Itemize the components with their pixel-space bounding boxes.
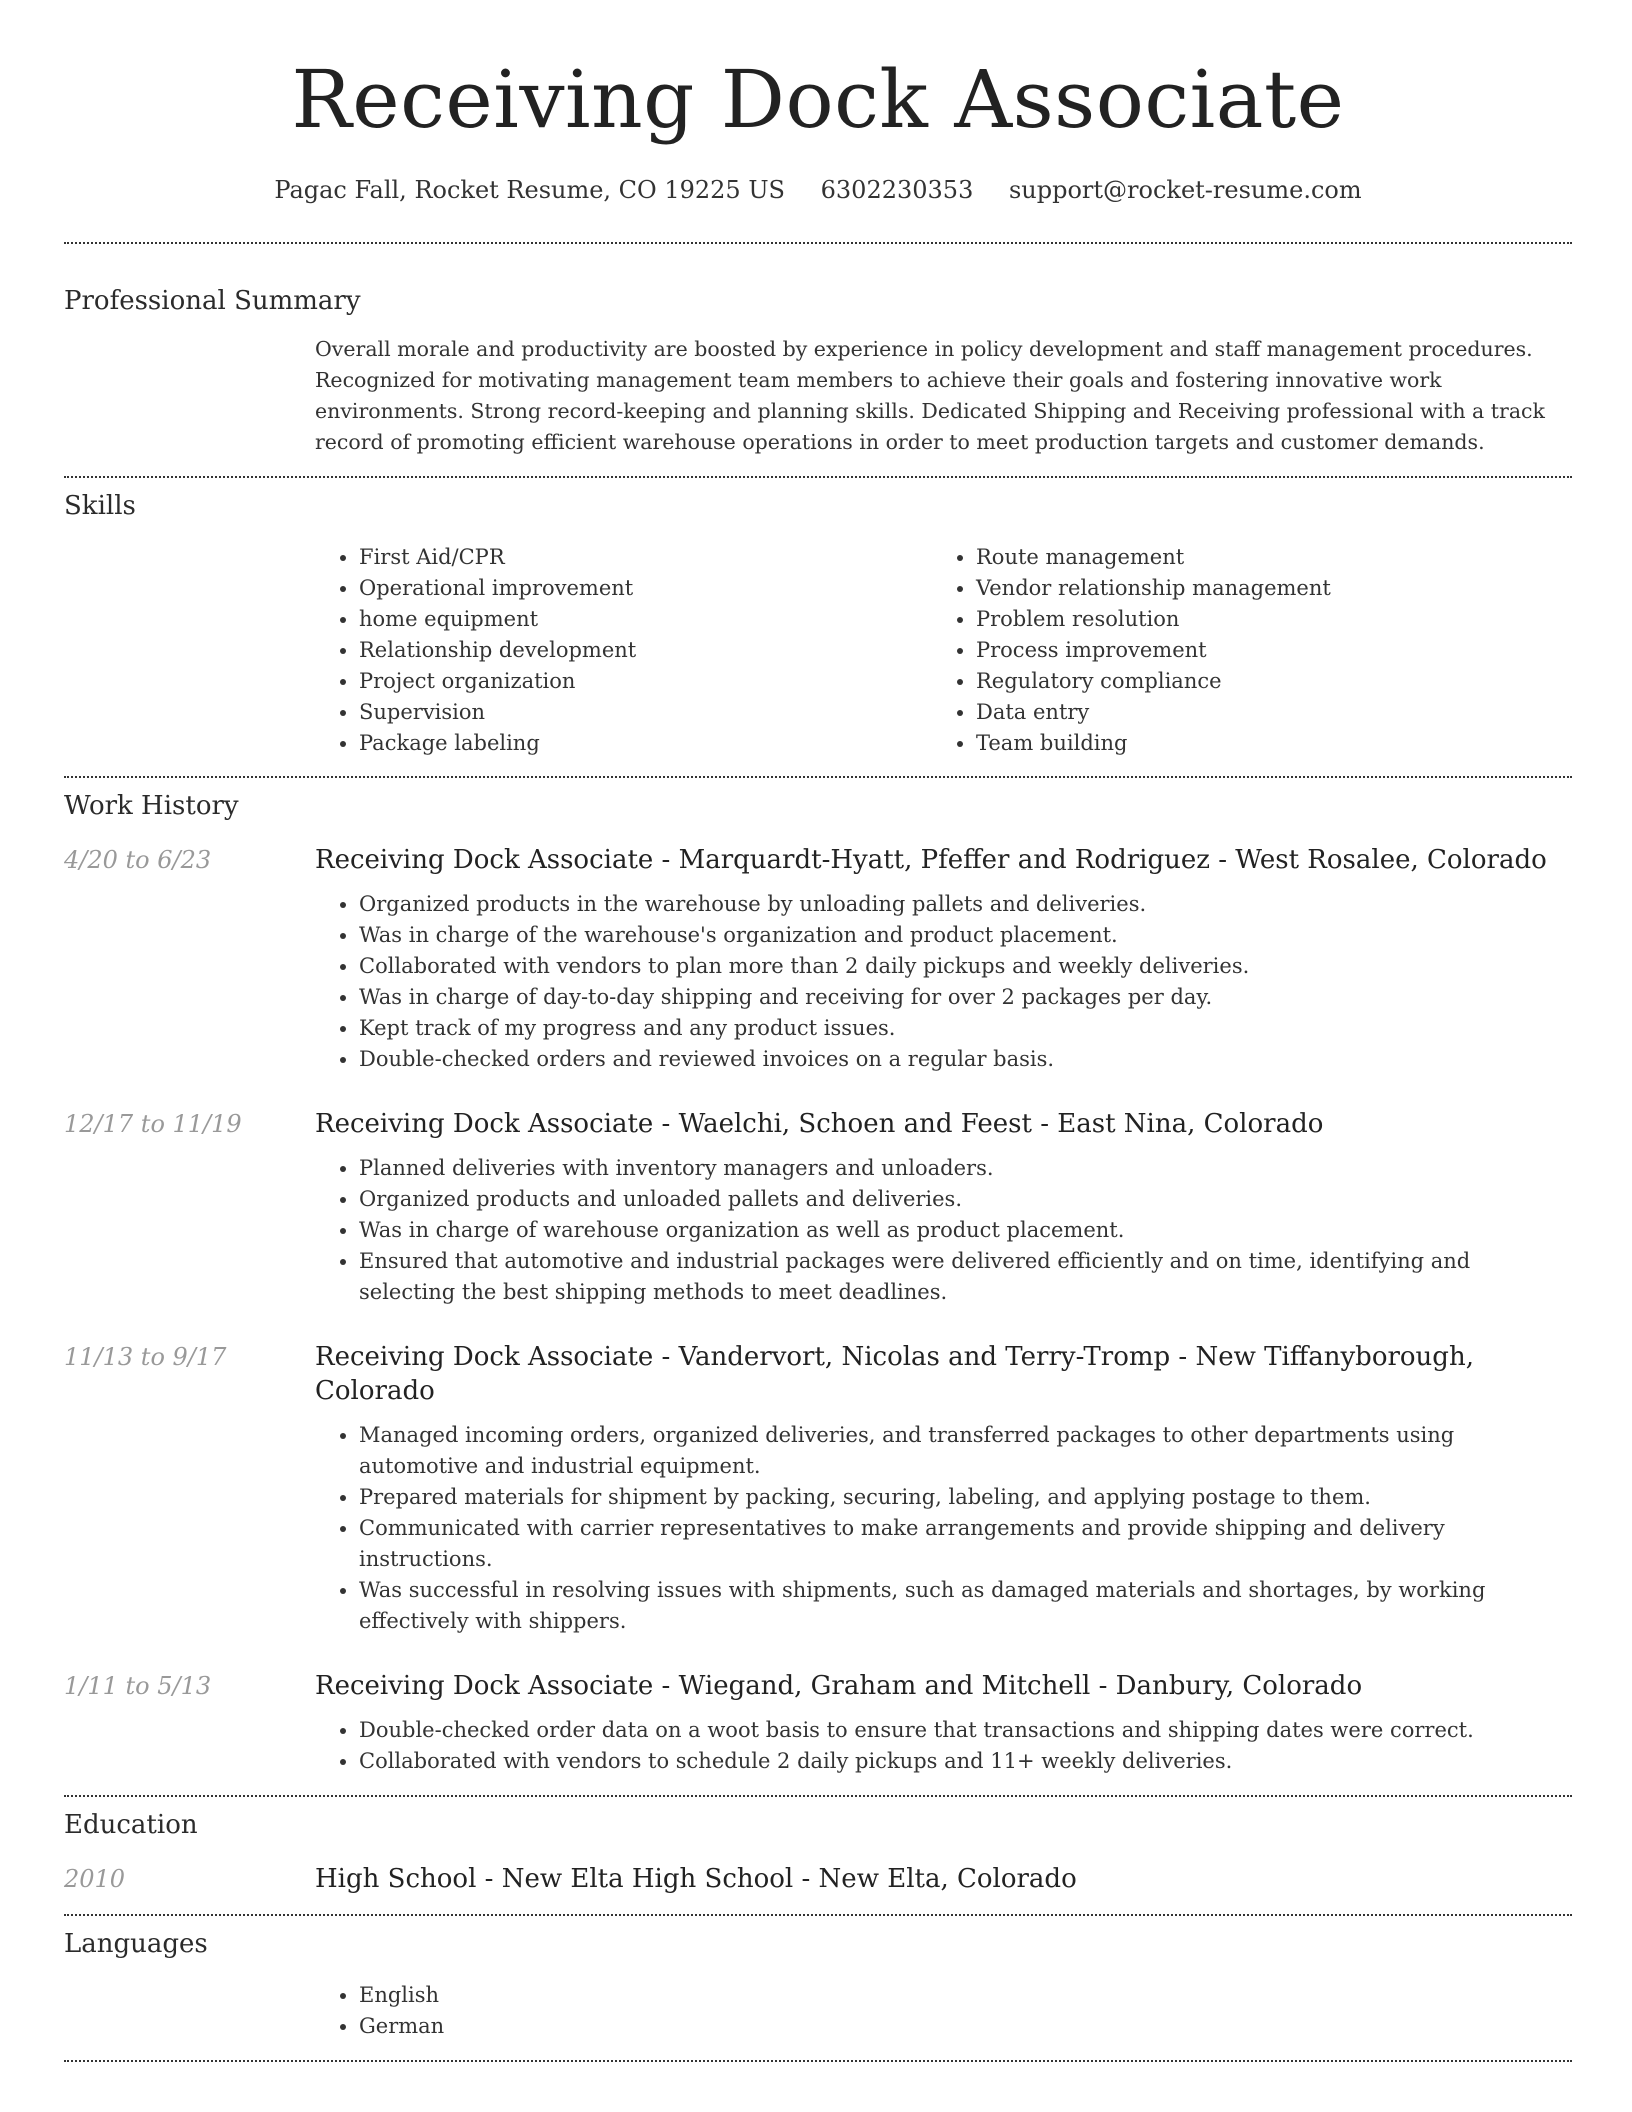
job-dates: 12/17 to 11/19 [64,1110,242,1138]
skill-item: • Regulatory compliance [976,666,1549,697]
skill-item: • Project organization [359,666,932,697]
skill-item: • Team building [976,728,1549,759]
skill-item: • Data entry [976,697,1549,728]
job-bullets [315,1420,1572,1637]
education-heading: High School - New Elta High School - New Elta, Colorado [315,1864,1077,1894]
skill-item: • Operational improvement [359,573,932,604]
job-bullet: • Was in charge of day-to-day shipping and receiving for over 2 packages per day. [359,982,1572,1013]
skills-title: Skills [64,491,136,521]
job-entry [64,843,1572,1075]
job-bullet: • Kept track of my progress and any product issues. [359,1013,1572,1044]
job-heading: Receiving Dock Associate - Marquardt-Hyatt, Pfeffer and Rodriguez - West Rosalee, Colorado [315,845,1547,875]
skill-item: • Vendor relationship management [976,573,1549,604]
contact-address: Pagac Fall, Rocket Resume, CO 19225 US [274,176,785,204]
contact-line [64,174,1572,206]
job-heading: Receiving Dock Associate - Vandervort, Nicolas and Terry-Tromp - New Tiffanyborough, Colorado [315,1342,1474,1406]
job-bullet: • Was successful in resolving issues with shipments, such as damaged materials and shortages, by working effectively with shippers. [359,1575,1572,1637]
job-bullet: • Organized products in the warehouse by unloading pallets and deliveries. [359,889,1572,920]
language-item: • English [359,1980,1572,2011]
resume-page [64,0,1572,2062]
skill-item: • Process improvement [976,635,1549,666]
resume-header [64,0,1572,206]
skills-grid [315,542,1572,759]
education-section [64,1797,1572,1896]
education-entry [64,1862,1572,1896]
job-bullet: • Was in charge of the warehouse's organization and product placement. [359,920,1572,951]
job-bullets [315,889,1572,1075]
language-item: • German [359,2011,1572,2042]
job-bullet: • Managed incoming orders, organized deliveries, and transferred packages to other departments using automotive and industrial equipment. [359,1420,1572,1482]
candidate-name: Receiving Dock Associate [291,53,1345,146]
job-bullet: • Prepared materials for shipment by packing, securing, labeling, and applying postage to them. [359,1482,1572,1513]
job-bullet: • Collaborated with vendors to schedule 2 daily pickups and 11+ weekly deliveries. [359,1746,1572,1777]
skill-item: • Package labeling [359,728,932,759]
languages-list [315,1980,1572,2042]
job-bullet: • Organized products and unloaded pallets and deliveries. [359,1184,1572,1215]
job-entry [64,1107,1572,1308]
job-header [64,1340,1572,1408]
job-heading: Receiving Dock Associate - Wiegand, Graham and Mitchell - Danbury, Colorado [315,1671,1363,1701]
skill-item: • home equipment [359,604,932,635]
languages-content [315,1980,1572,2042]
skill-item: • First Aid/CPR [359,542,932,573]
skills-list-right [932,542,1549,759]
job-header [64,1669,1572,1703]
job-bullet: • Collaborated with vendors to plan more than 2 daily pickups and weekly deliveries. [359,951,1572,982]
work-title: Work History [64,791,239,821]
job-bullet: • Double-checked order data on a woot basis to ensure that transactions and shipping dates were correct. [359,1715,1572,1746]
education-title: Education [64,1810,198,1840]
job-header [64,1107,1572,1141]
work-section [64,778,1572,1777]
job-bullet: • Was in charge of warehouse organization as well as product placement. [359,1215,1572,1246]
job-dates: 4/20 to 6/23 [64,846,212,874]
skill-item: • Relationship development [359,635,932,666]
job-bullets [315,1153,1572,1308]
languages-title: Languages [64,1929,208,1959]
job-header [64,843,1572,877]
job-bullet: • Planned deliveries with inventory managers and unloaders. [359,1153,1572,1184]
skill-item: • Supervision [359,697,932,728]
job-bullet: • Ensured that automotive and industrial packages were delivered efficiently and on time, identifying and selecting the best shipping methods to meet deadlines. [359,1246,1572,1308]
skills-list-left [315,542,932,759]
summary-content [315,334,1572,458]
skill-item: • Route management [976,542,1549,573]
job-bullet: • Double-checked orders and reviewed invoices on a regular basis. [359,1044,1572,1075]
job-heading: Receiving Dock Associate - Waelchi, Schoen and Feest - East Nina, Colorado [315,1109,1324,1139]
job-entry [64,1669,1572,1777]
job-bullet: • Communicated with carrier representatives to make arrangements and provide shipping and delivery instructions. [359,1513,1572,1575]
job-bullets [315,1715,1572,1777]
job-dates: 11/13 to 9/17 [64,1343,227,1371]
job-dates: 1/11 to 5/13 [64,1672,212,1700]
summary-title: Professional Summary [64,286,361,316]
skills-section [64,478,1572,759]
skill-item: • Problem resolution [976,604,1549,635]
job-entry [64,1340,1572,1637]
languages-section [64,1916,1572,2042]
contact-phone: 6302230353 [820,176,974,204]
summary-section [64,244,1572,458]
contact-email: support@rocket-resume.com [1008,176,1362,204]
summary-text: Overall morale and productivity are boosted by experience in policy development and staff management procedures. Recognized for motivating management team members to achieve their goals and fostering innovative work environments. Strong record-keeping and planning skills. Dedicated Shipping and Receiving professional with a track record of promoting efficient warehouse operations in order to meet production targets and customer demands. [315,337,1545,454]
divider [64,2060,1572,2062]
education-date: 2010 [64,1865,126,1893]
